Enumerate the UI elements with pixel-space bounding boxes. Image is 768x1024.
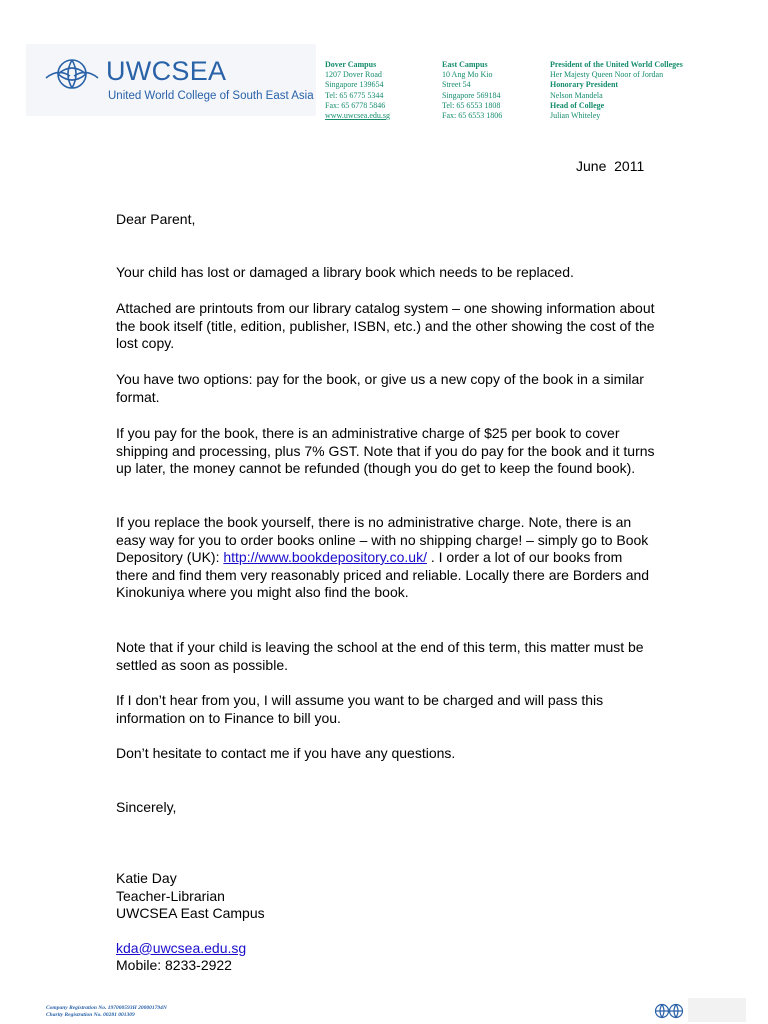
address-line: Tel: 65 6553 1808 xyxy=(442,100,501,110)
logo-subtitle: United World College of South East Asia xyxy=(108,90,314,102)
footer-decoration xyxy=(688,998,746,1022)
letter-date: June 2011 xyxy=(576,158,645,174)
dover-campus-heading: Dover Campus xyxy=(325,60,377,69)
logo-wordmark: UWCSEA xyxy=(106,56,227,86)
paragraph-text: Attached are printouts from our library catalog system – one showing information about the book itself (title, edition, publisher, ISBN, etc.) and the other showing the cost of the lost copy. xyxy=(116,300,655,351)
address-line: Singapore 139654 xyxy=(325,80,384,90)
address-line: Street 54 xyxy=(442,80,471,90)
address-line: Tel: 65 6775 5344 xyxy=(325,90,384,100)
paragraph-pay-for-book xyxy=(116,425,656,478)
head-of-college-name: Julian Whiteley xyxy=(550,111,601,121)
book-depository-link[interactable]: http://www.bookdepository.co.uk/ xyxy=(223,549,427,565)
globe-icon xyxy=(654,1002,684,1020)
president-name: Her Majesty Queen Noor of Jordan xyxy=(550,70,664,80)
address-line: Fax: 65 6778 5846 xyxy=(325,100,386,110)
honorary-president-title: Honorary President xyxy=(550,80,619,90)
paragraph-text xyxy=(116,514,656,602)
signature-block xyxy=(116,870,656,975)
paragraph-text: If I don’t hear from you, I will assume you want to be charged and will pass this information on to Finance to bill you. xyxy=(116,692,604,726)
college-officials xyxy=(550,60,750,121)
website-link[interactable]: www.uwcsea.edu.sg xyxy=(325,111,391,121)
signature-title: Teacher-Librarian xyxy=(116,887,225,904)
signature-name: Katie Day xyxy=(116,870,177,886)
address-line: 1207 Dover Road xyxy=(325,70,382,80)
dover-campus-address xyxy=(325,60,435,121)
east-campus-heading: East Campus xyxy=(442,60,488,69)
paragraph-text-part: If you replace the book yourself, there is no administrative charge. Note, there is an easy way for you to order books online – with no shipping charge! – simply go to Book Depository (UK): xyxy=(116,514,649,565)
salutation: Dear Parent, xyxy=(116,211,196,227)
paragraph-text: You have two options: pay for the book, or give us a new copy of the book in a similar format. xyxy=(116,371,644,405)
east-campus-address xyxy=(442,60,542,121)
paragraph-text: Don’t hesitate to contact me if you have any questions. xyxy=(116,745,456,761)
charity-registration: Charity Registration No. 00281 001309 xyxy=(46,1012,135,1018)
paragraph-text-part: . I order a lot of our books from there and find them very reasonably priced and reliable. Locally there are Borders and Kinokuniya where you might also find the book. xyxy=(116,549,650,600)
paragraph-text: If you pay for the book, there is an administrative charge of $25 per book to cover shipping and processing, plus 7% GST. Note that if you do pay for the book and it turns up later, the money cannot be refunded (though you do get to keep the found book). xyxy=(116,425,655,476)
paragraph-text: Your child has lost or damaged a library book which needs to be replaced. xyxy=(116,264,574,280)
paragraph-attached-printouts xyxy=(116,300,656,353)
email-link[interactable]: kda@uwcsea.edu.sg xyxy=(116,939,247,956)
paragraph-contact xyxy=(116,745,656,763)
paragraph-leaving-school xyxy=(116,639,656,674)
address-line: Singapore 569184 xyxy=(442,90,501,100)
head-of-college-title: Head of College xyxy=(550,100,605,110)
mobile-number: Mobile: 8233-2922 xyxy=(116,957,232,973)
address-line: 10 Ang Mo Kio xyxy=(442,70,493,80)
paragraph-text: Note that if your child is leaving the school at the end of this term, this matter must be settled as soon as possible. xyxy=(116,639,644,673)
paragraph-two-options xyxy=(116,371,656,406)
president-title: President of the United World Colleges xyxy=(550,60,683,69)
honorary-president-name: Nelson Mandela xyxy=(550,90,603,100)
signature-organization: UWCSEA East Campus xyxy=(116,905,265,921)
paragraph-finance-billing xyxy=(116,692,656,727)
globe-logo-icon xyxy=(44,56,100,92)
address-line: Fax: 65 6553 1806 xyxy=(442,111,503,121)
paragraph-lost-book xyxy=(116,264,656,282)
paragraph-replace-book xyxy=(116,514,656,602)
closing: Sincerely, xyxy=(116,799,177,815)
company-registration: Company Registration No. 197000593H 200001794N xyxy=(46,1005,167,1011)
registration-numbers xyxy=(46,1005,167,1019)
